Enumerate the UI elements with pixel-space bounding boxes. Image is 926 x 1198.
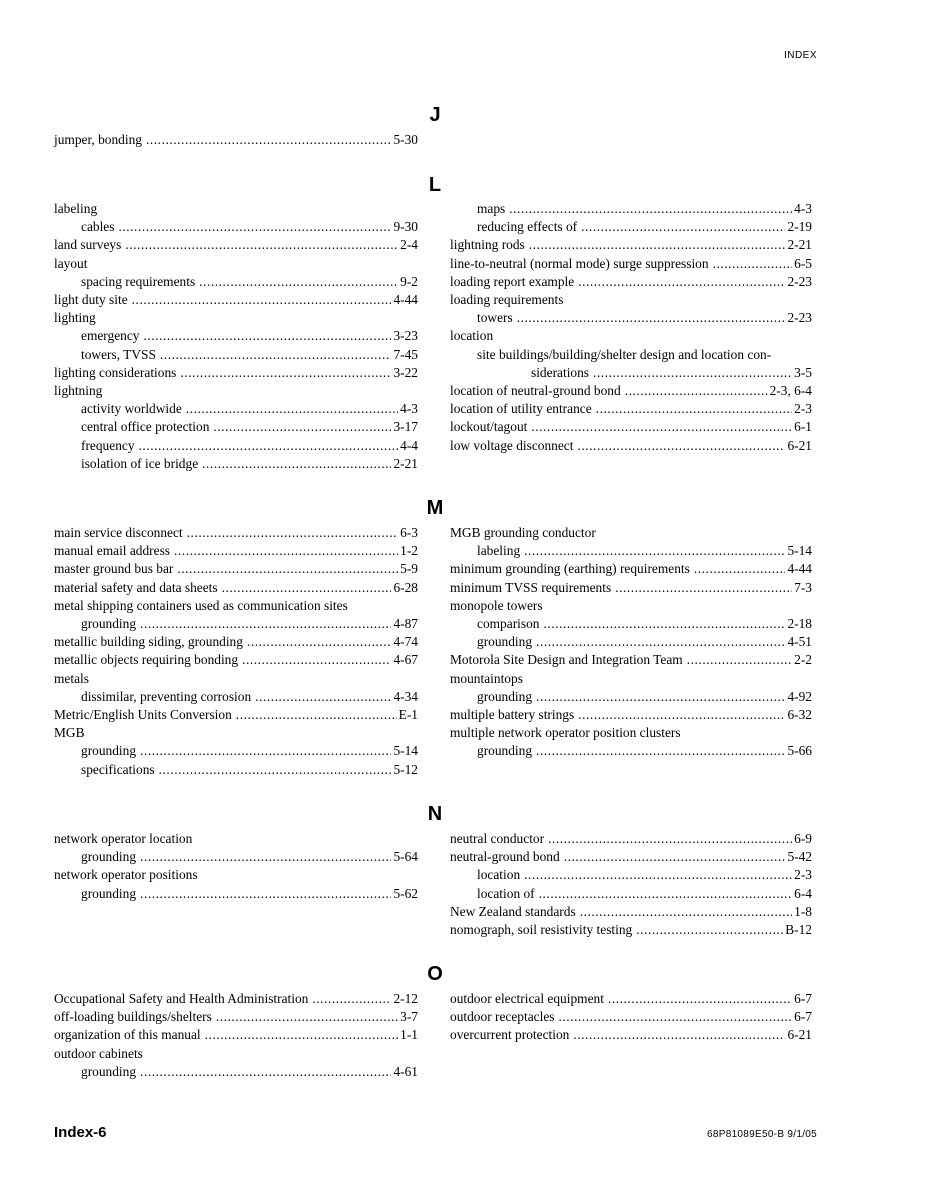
index-entry <box>450 990 812 1008</box>
page-reference: 6-7 <box>794 1009 812 1025</box>
page-reference: 5-12 <box>393 761 418 777</box>
index-term: lightning <box>54 383 103 399</box>
index-entry <box>450 346 812 364</box>
page-reference: 6-21 <box>787 1027 812 1043</box>
index-term: outdoor receptacles <box>450 1009 555 1025</box>
index-entry <box>450 633 812 651</box>
index-entry <box>54 218 418 236</box>
page-reference: 4-3 <box>400 401 418 417</box>
section-letter-l: L <box>428 174 442 196</box>
dot-leader <box>577 437 785 455</box>
index-entry <box>54 455 418 473</box>
dot-leader <box>202 455 391 473</box>
dot-leader <box>140 848 391 866</box>
dot-leader <box>236 706 397 724</box>
dot-leader <box>578 706 785 724</box>
index-entry <box>54 670 418 688</box>
dot-leader <box>539 885 793 903</box>
index-entry <box>450 560 812 578</box>
index-entry <box>54 990 418 1008</box>
index-entry <box>450 236 812 254</box>
page-reference: 2-23 <box>787 310 812 326</box>
dot-leader <box>543 615 785 633</box>
index-entry <box>450 688 812 706</box>
section-m-right-column <box>450 524 812 761</box>
index-term: overcurrent protection <box>450 1027 570 1043</box>
dot-leader <box>694 560 786 578</box>
dot-leader <box>247 633 392 651</box>
index-term: nomograph, soil resistivity testing <box>450 922 633 938</box>
page-reference: 6-32 <box>787 707 812 723</box>
dot-leader <box>536 742 785 760</box>
dot-leader <box>216 1008 398 1026</box>
index-term: off-loading buildings/shelters <box>54 1009 212 1025</box>
page-reference: 5-9 <box>400 561 418 577</box>
page-reference: 3-23 <box>393 328 418 344</box>
index-entry <box>54 542 418 560</box>
index-entry <box>450 524 812 542</box>
index-term: towers, TVSS <box>81 346 156 362</box>
index-term: grounding <box>81 616 137 632</box>
dot-leader <box>636 921 783 939</box>
index-entry <box>450 200 812 218</box>
index-entry <box>450 830 812 848</box>
index-term: grounding <box>81 849 137 865</box>
index-entry <box>54 830 418 848</box>
dot-leader <box>222 579 392 597</box>
index-entry <box>450 724 812 742</box>
section-letter-n: N <box>427 803 443 825</box>
index-term: lighting <box>54 310 96 326</box>
section-o-left-column <box>54 990 418 1081</box>
dot-leader <box>509 200 792 218</box>
index-term: network operator location <box>54 831 193 846</box>
section-l-right-column <box>450 200 812 455</box>
index-entry <box>54 346 418 364</box>
index-term: emergency <box>81 328 140 344</box>
index-term: neutral conductor <box>450 831 545 846</box>
index-entry <box>450 400 812 418</box>
index-entry <box>54 597 418 615</box>
index-entry <box>54 418 418 436</box>
dot-leader <box>608 990 792 1008</box>
page-reference: 4-3 <box>794 201 812 216</box>
dot-leader <box>140 615 391 633</box>
page-reference: 6-1 <box>794 419 812 435</box>
index-entry <box>54 437 418 455</box>
index-entry <box>450 903 812 921</box>
index-entry <box>450 670 812 688</box>
dot-leader <box>199 273 398 291</box>
index-entry <box>450 615 812 633</box>
index-entry <box>54 866 418 884</box>
dot-leader <box>529 236 786 254</box>
index-entry <box>54 200 418 218</box>
page-reference: 5-66 <box>787 743 812 759</box>
index-entry <box>450 885 812 903</box>
dot-leader <box>713 255 793 273</box>
page-reference: 4-74 <box>393 634 418 650</box>
index-entry <box>450 706 812 724</box>
index-entry <box>450 437 812 455</box>
page-reference: 4-44 <box>393 292 418 308</box>
page-reference: 9-2 <box>400 273 418 289</box>
index-entry <box>450 597 812 615</box>
index-term: land surveys <box>54 237 122 253</box>
index-entry <box>450 542 812 560</box>
index-term: organization of this manual <box>54 1027 201 1043</box>
index-term: material safety and data sheets <box>54 579 218 595</box>
index-term: grounding <box>81 743 137 759</box>
index-entry <box>54 1008 418 1026</box>
index-term: grounding <box>477 634 533 650</box>
dot-leader <box>144 327 392 345</box>
index-term: metal shipping containers used as communication sites <box>54 597 348 613</box>
index-term: multiple battery strings <box>450 707 575 723</box>
dot-leader <box>255 688 391 706</box>
dot-leader <box>177 560 398 578</box>
index-term: dissimilar, preventing corrosion <box>81 688 252 704</box>
index-term: labeling <box>477 543 521 559</box>
index-term: towers <box>477 310 513 326</box>
index-entry <box>450 742 812 760</box>
index-entry <box>54 273 418 291</box>
section-letter-o: O <box>427 963 443 985</box>
index-term: grounding <box>81 1063 137 1079</box>
dot-leader <box>140 885 391 903</box>
dot-leader <box>132 291 392 309</box>
dot-leader <box>573 1026 785 1044</box>
index-entry <box>450 309 812 327</box>
page-reference: 2-23 <box>787 273 812 289</box>
index-term: manual email address <box>54 543 171 559</box>
document-id: 68P81089E50-B 9/1/05 <box>707 1129 817 1140</box>
index-term: metals <box>54 670 89 686</box>
index-term: cables <box>81 219 115 235</box>
index-term: spacing requirements <box>81 273 196 289</box>
page-reference: 1-2 <box>400 543 418 559</box>
dot-leader <box>140 1063 391 1081</box>
index-entry <box>54 291 418 309</box>
index-entry <box>450 651 812 669</box>
index-entry <box>54 364 418 382</box>
dot-leader <box>580 903 792 921</box>
index-term: MGB grounding conductor <box>450 525 596 540</box>
index-term: loading requirements <box>450 292 564 308</box>
dot-leader <box>615 579 792 597</box>
section-l-left-column <box>54 200 418 473</box>
index-term: grounding <box>477 743 533 759</box>
index-term: Motorola Site Design and Integration Team <box>450 652 683 668</box>
index-entry <box>450 1008 812 1026</box>
dot-leader <box>174 542 398 560</box>
page-reference: 1-1 <box>400 1027 418 1043</box>
section-n-left-column <box>54 830 418 903</box>
index-entry <box>450 921 812 939</box>
page-reference: 2-12 <box>393 991 418 1006</box>
dot-leader <box>536 633 785 651</box>
running-header: INDEX <box>783 50 817 61</box>
index-term: maps <box>477 201 506 216</box>
index-entry <box>54 761 418 779</box>
dot-leader <box>139 437 399 455</box>
page-reference: 2-3, 6-4 <box>769 383 812 399</box>
index-term: outdoor cabinets <box>54 1045 143 1061</box>
section-m-left-column <box>54 524 418 779</box>
dot-leader <box>596 400 792 418</box>
index-term: line-to-neutral (normal mode) surge suppression <box>450 255 709 271</box>
dot-leader <box>536 688 785 706</box>
dot-leader <box>548 830 792 848</box>
index-entry <box>54 1045 418 1063</box>
index-term: specifications <box>81 761 155 777</box>
dot-leader <box>159 761 392 779</box>
index-entry <box>450 848 812 866</box>
index-term: grounding <box>81 885 137 901</box>
index-entry <box>450 579 812 597</box>
index-entry <box>54 579 418 597</box>
index-entry <box>54 742 418 760</box>
index-entry <box>54 633 418 651</box>
page-reference: 5-14 <box>393 743 418 759</box>
index-entry <box>54 255 418 273</box>
page-reference: 6-4 <box>794 885 812 901</box>
index-entry <box>450 218 812 236</box>
dot-leader <box>180 364 391 382</box>
dot-leader <box>687 651 792 669</box>
dot-leader <box>187 524 398 542</box>
page-number: Index-6 <box>54 1124 107 1141</box>
index-entry <box>54 560 418 578</box>
index-entry <box>54 885 418 903</box>
index-term: monopole towers <box>450 597 543 613</box>
page-reference: 5-14 <box>787 543 812 559</box>
page-reference: 4-4 <box>400 437 418 453</box>
page-reference: 4-44 <box>787 561 812 577</box>
index-entry <box>54 1026 418 1044</box>
page-reference: B-12 <box>785 922 812 938</box>
index-entry <box>54 688 418 706</box>
page-reference: 2-18 <box>787 616 812 632</box>
index-term: metallic objects requiring bonding <box>54 652 239 668</box>
index-entry <box>54 615 418 633</box>
index-term: layout <box>54 255 88 271</box>
dot-leader <box>160 346 392 364</box>
dot-leader <box>558 1008 792 1026</box>
dot-leader <box>125 236 398 254</box>
dot-leader <box>146 131 391 149</box>
index-entry <box>54 524 418 542</box>
index-term: main service disconnect <box>54 525 183 540</box>
index-term: mountaintops <box>450 670 523 686</box>
index-term: isolation of ice bridge <box>81 455 199 471</box>
index-term: grounding <box>477 688 533 704</box>
index-term: light duty site <box>54 292 128 308</box>
index-entry <box>54 327 418 345</box>
page-reference: 4-51 <box>787 634 812 650</box>
index-term: multiple network operator position clusters <box>450 725 681 741</box>
index-term: jumper, bonding <box>54 132 142 147</box>
index-term: comparison <box>477 616 540 632</box>
dot-leader <box>213 418 391 436</box>
index-term: activity worldwide <box>81 401 182 417</box>
index-term: minimum grounding (earthing) requirements <box>450 561 690 577</box>
page-reference: 6-9 <box>794 831 812 846</box>
page-reference: 3-17 <box>393 419 418 435</box>
index-entry <box>54 848 418 866</box>
page-reference: 1-8 <box>794 903 812 919</box>
index-term: New Zealand standards <box>450 903 576 919</box>
section-o-right-column <box>450 990 812 1045</box>
page-reference: 2-3 <box>794 401 812 417</box>
page-reference: 9-30 <box>393 219 418 235</box>
dot-leader <box>517 309 786 327</box>
index-term: lighting considerations <box>54 364 177 380</box>
index-entry <box>54 131 418 149</box>
index-term: location <box>450 328 494 344</box>
dot-leader <box>205 1026 398 1044</box>
dot-leader <box>140 742 391 760</box>
index-entry <box>54 724 418 742</box>
index-entry <box>450 418 812 436</box>
dot-leader <box>581 218 785 236</box>
dot-leader <box>524 866 792 884</box>
index-term: lockout/tagout <box>450 419 528 435</box>
dot-leader <box>524 542 785 560</box>
dot-leader <box>593 364 792 382</box>
index-entry <box>54 382 418 400</box>
page-reference: 7-45 <box>393 346 418 362</box>
index-term: location of <box>477 885 535 901</box>
page-reference: 2-21 <box>787 237 812 253</box>
page-reference: 5-42 <box>787 849 812 865</box>
dot-leader <box>242 651 391 669</box>
index-term: Occupational Safety and Health Administration <box>54 991 309 1006</box>
section-letter-j: J <box>429 104 441 126</box>
index-entry <box>450 364 812 382</box>
dot-leader <box>564 848 786 866</box>
section-n-right-column <box>450 830 812 939</box>
index-entry <box>54 651 418 669</box>
page-reference: 6-7 <box>794 991 812 1006</box>
page-reference: 3-5 <box>794 364 812 380</box>
dot-leader <box>531 418 792 436</box>
page-reference: 2-21 <box>393 455 418 471</box>
page-reference: 7-3 <box>794 579 812 595</box>
dot-leader <box>625 382 768 400</box>
page-reference: 6-3 <box>400 525 418 540</box>
dot-leader <box>312 990 391 1008</box>
index-entry <box>450 327 812 345</box>
index-entry <box>54 400 418 418</box>
index-entry <box>54 706 418 724</box>
page-reference: 6-28 <box>393 579 418 595</box>
index-term: lightning rods <box>450 237 525 253</box>
index-entry <box>450 291 812 309</box>
page-reference: 2-3 <box>794 867 812 883</box>
index-term: outdoor electrical equipment <box>450 991 604 1006</box>
index-term: Metric/English Units Conversion <box>54 707 232 723</box>
index-term: labeling <box>54 201 98 216</box>
page-reference: 4-61 <box>393 1063 418 1079</box>
index-entry <box>450 273 812 291</box>
section-j-left-column <box>54 131 418 149</box>
page-reference: 6-5 <box>794 255 812 271</box>
index-term: frequency <box>81 437 135 453</box>
index-term: low voltage disconnect <box>450 437 574 453</box>
page-reference: 5-62 <box>393 885 418 901</box>
index-term: minimum TVSS requirements <box>450 579 612 595</box>
page-reference: 2-4 <box>400 237 418 253</box>
page-reference: 5-64 <box>393 849 418 865</box>
section-letter-m: M <box>426 497 444 519</box>
index-term: reducing effects of <box>477 219 578 235</box>
index-entry <box>450 866 812 884</box>
page-reference: 4-67 <box>393 652 418 668</box>
index-entry <box>450 255 812 273</box>
index-term: site buildings/building/shelter design and location con- <box>477 346 772 362</box>
index-term: master ground bus bar <box>54 561 174 577</box>
index-entry <box>450 382 812 400</box>
index-term: location <box>477 867 521 883</box>
page-reference: 3-22 <box>393 364 418 380</box>
dot-leader <box>118 218 391 236</box>
index-term: location of neutral-ground bond <box>450 383 621 399</box>
page-reference: 3-7 <box>400 1009 418 1025</box>
dot-leader <box>186 400 398 418</box>
index-term: MGB <box>54 725 85 741</box>
index-term: loading report example <box>450 273 575 289</box>
index-term: central office protection <box>81 419 210 435</box>
index-entry <box>54 236 418 254</box>
page-reference: 4-34 <box>393 688 418 704</box>
index-term: neutral-ground bond <box>450 849 560 865</box>
index-entry <box>450 1026 812 1044</box>
page-reference: 4-87 <box>393 616 418 632</box>
index-term: siderations <box>531 364 590 380</box>
page-reference: 2-2 <box>794 652 812 668</box>
page-reference: 5-30 <box>393 132 418 147</box>
page-reference: 2-19 <box>787 219 812 235</box>
index-term: network operator positions <box>54 867 198 883</box>
page-reference: 6-21 <box>787 437 812 453</box>
page-reference: E-1 <box>398 707 418 723</box>
index-term: location of utility entrance <box>450 401 592 417</box>
index-entry <box>54 1063 418 1081</box>
dot-leader <box>578 273 785 291</box>
page-reference: 4-92 <box>787 688 812 704</box>
index-entry <box>54 309 418 327</box>
index-term: metallic building siding, grounding <box>54 634 243 650</box>
